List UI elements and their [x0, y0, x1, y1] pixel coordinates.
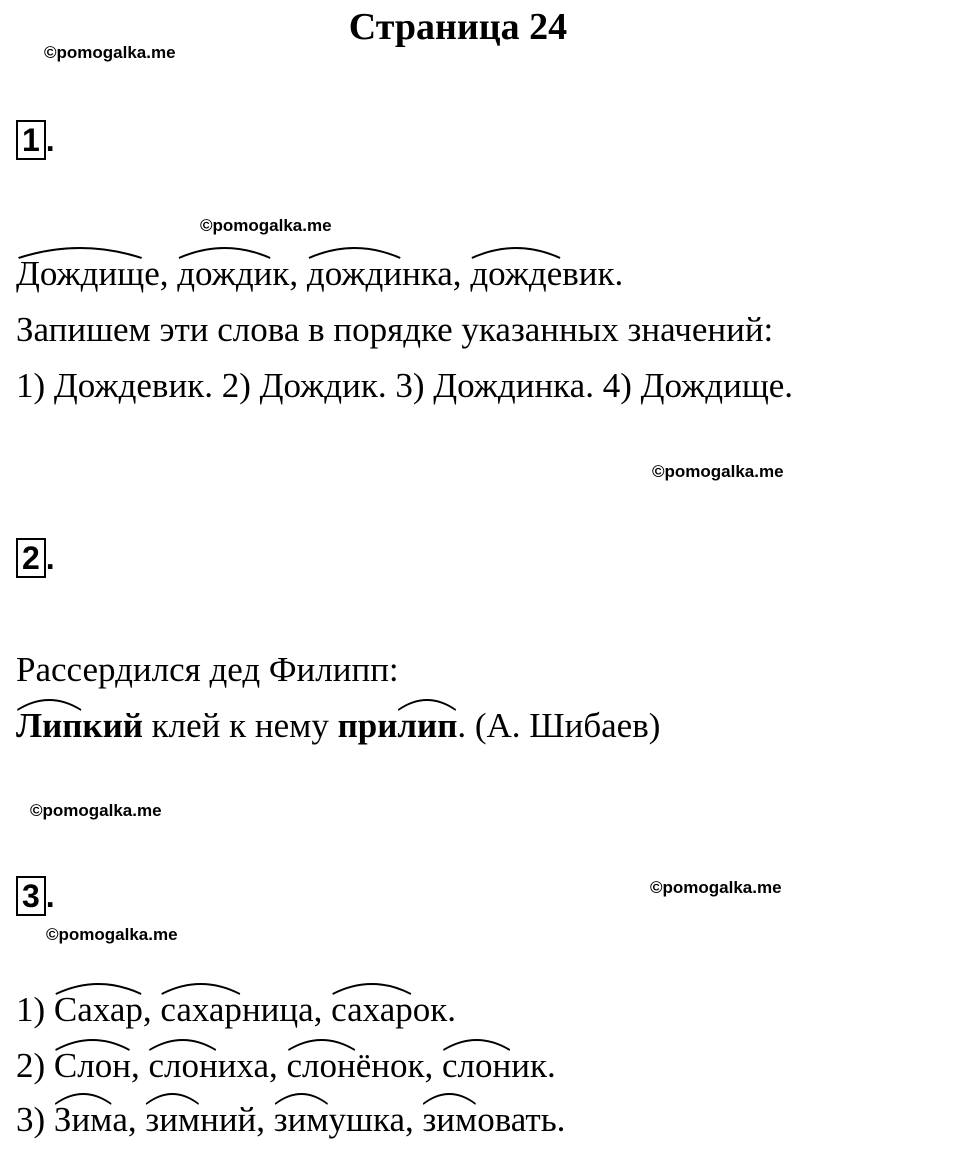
word-root	[442, 1044, 511, 1088]
word-rest: ок.	[412, 990, 457, 1029]
task-2-number	[16, 538, 55, 578]
word-root	[177, 252, 272, 296]
row-prefix: 2)	[16, 1046, 54, 1085]
root-arc	[148, 1036, 217, 1052]
word-rest: ёнок,	[355, 1046, 434, 1085]
word-rest: ик.	[511, 1046, 556, 1085]
attribution: . (А. Шибаев)	[457, 706, 661, 745]
word	[307, 254, 462, 293]
root-arc	[287, 1036, 356, 1052]
root-arc	[16, 244, 144, 260]
word	[160, 990, 322, 1029]
root-arc	[397, 696, 457, 712]
root-text: Лип	[16, 706, 83, 745]
task-3-row-1	[16, 988, 456, 1032]
watermark: ©pomogalka.me	[652, 462, 784, 481]
word	[470, 254, 623, 293]
root-text: дожде	[470, 254, 563, 293]
word-rest: овать.	[477, 1100, 566, 1139]
word-root	[54, 988, 143, 1032]
root-arc	[331, 980, 413, 996]
word-root	[54, 1044, 131, 1088]
root-arc	[470, 244, 562, 260]
word-rest: иха,	[217, 1046, 278, 1085]
root-text: слон	[442, 1046, 512, 1085]
task-3-row-2	[16, 1044, 556, 1088]
word-root	[470, 252, 562, 296]
plain-text: клей к нему	[142, 706, 338, 745]
word	[54, 1046, 140, 1085]
root-text: лип	[397, 706, 458, 745]
word-rest: а,	[112, 1100, 137, 1139]
root-text: Дождищ	[16, 254, 145, 293]
task-1-number	[16, 120, 55, 160]
row-prefix: 3)	[16, 1100, 54, 1139]
word	[177, 254, 298, 293]
task-1-instruction: Запишем эти слова в порядке указанных значений:	[16, 310, 774, 349]
word	[54, 1100, 137, 1139]
root-arc	[177, 244, 272, 260]
word-rest: кий	[82, 706, 143, 745]
task-number-box: 3	[16, 876, 46, 916]
word-rest: ушка,	[328, 1100, 414, 1139]
word-root	[274, 1098, 329, 1142]
watermark: ©pomogalka.me	[650, 878, 782, 897]
word-root	[287, 1044, 356, 1088]
task-number-dot: .	[45, 122, 55, 158]
root-text: сахар	[331, 990, 413, 1029]
word-rest: ний,	[200, 1100, 266, 1139]
word-rest: к,	[272, 254, 299, 293]
task-1-words-line	[16, 252, 623, 296]
task-2-verse-line-2	[16, 704, 660, 748]
word-root	[422, 1098, 477, 1142]
word	[422, 1100, 565, 1139]
bold-word-lipkiy	[16, 706, 143, 745]
word-root	[148, 1044, 217, 1088]
root-text: слон	[286, 1046, 356, 1085]
root-text: Сахар	[53, 990, 143, 1029]
word-root	[16, 704, 82, 748]
task-number-box: 2	[16, 538, 46, 578]
task-3-row-3	[16, 1098, 565, 1142]
word-root	[307, 252, 402, 296]
watermark: ©pomogalka.me	[200, 216, 332, 235]
word-rest: ,	[142, 990, 152, 1029]
task-number-dot: .	[45, 540, 55, 576]
root-text: сахар	[160, 990, 242, 1029]
root-arc	[16, 696, 82, 712]
word	[287, 1046, 434, 1085]
word-root	[145, 1098, 200, 1142]
root-arc	[145, 1090, 200, 1106]
word-rest: ница,	[241, 990, 323, 1029]
watermark: ©pomogalka.me	[30, 801, 162, 820]
word-rest: нка,	[402, 254, 462, 293]
word	[145, 1100, 265, 1139]
word	[148, 1046, 277, 1085]
task-2-verse-line-1: Рассердился дед Филипп:	[16, 650, 399, 689]
word-rest: вик.	[562, 254, 624, 293]
word-root	[331, 988, 413, 1032]
root-arc	[422, 1090, 477, 1106]
task-1-answer: 1) Дождевик. 2) Дождик. 3) Дождинка. 4) Дождище.	[16, 366, 794, 405]
root-arc	[54, 980, 143, 996]
root-arc	[442, 1036, 511, 1052]
word-root	[160, 988, 242, 1032]
root-text: зим	[422, 1100, 478, 1139]
root-arc	[54, 1090, 112, 1106]
root-text: дожди	[177, 254, 273, 293]
root-arc	[307, 244, 402, 260]
word	[442, 1046, 556, 1085]
task-number-dot: .	[45, 878, 55, 914]
root-text: дожди	[306, 254, 403, 293]
root-arc	[160, 980, 242, 996]
page-title: Страница 24	[348, 6, 568, 48]
word-root	[16, 252, 144, 296]
root-arc	[274, 1090, 329, 1106]
root-text: Слон	[53, 1046, 131, 1085]
root-arc	[54, 1036, 131, 1052]
row-prefix: 1)	[16, 990, 54, 1029]
task-number-box: 1	[16, 120, 46, 160]
root-text: Зим	[53, 1100, 113, 1139]
word	[331, 990, 456, 1029]
word	[54, 990, 152, 1029]
root-text: зим	[145, 1100, 201, 1139]
bold-word-prilip	[338, 706, 458, 745]
task-3-number	[16, 876, 55, 916]
word-root	[54, 1098, 112, 1142]
word-rest: ,	[130, 1046, 140, 1085]
watermark: ©pomogalka.me	[46, 925, 178, 944]
watermark: ©pomogalka.me	[44, 43, 176, 62]
word-root	[397, 704, 457, 748]
word	[16, 254, 168, 293]
word-rest: е,	[144, 254, 169, 293]
root-text: слон	[148, 1046, 218, 1085]
word	[274, 1100, 414, 1139]
word-prefix: при	[337, 706, 398, 745]
root-text: зим	[273, 1100, 329, 1139]
